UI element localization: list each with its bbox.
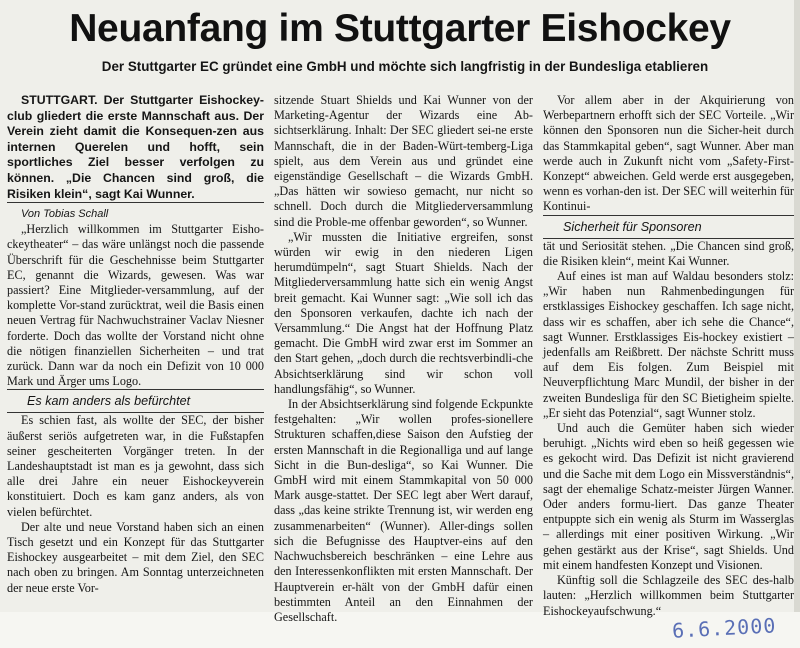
article-subheadline: Der Stuttgarter EC gründet eine GmbH und möchte sich langfristig in der Bundesliga etablieren	[101, 59, 709, 74]
paragraph: Auf eines ist man auf Waldau besonders stolz: „Wir haben nun Rahmenbedingungen für erstklassiges Eishockey geschaffen. Ich sage nicht, dass wir es schaffen, aber ich sehe die Chance“, sagt Wunner. Erstklassiges Eis-hockey existiert – jedenfalls am Reißbrett. Der nächste Schritt muss auf dem Eis folgen. Zum Beispiel mit Neuverpflichtung Marc Mundil, der bisher in der zweiten Bundesliga für den SC Bietigheim spielte. „Er sieht das Potenzial“, sagt Wunner stolz.	[543, 269, 794, 420]
paragraph: „Wir mussten die Initiative ergreifen, sonst würden wir ewig in den niederen Ligen herumdümpeln“, sagt Stuart Shields. Nach der Mitgliederversammlung hatte sich ein wenig Angst breit gemacht. Kai Wunner sagt: „Wie soll ich das den Sponsoren verkaufen, dachte ich nach der Versammlung.“ Die Angst hat der Hoffnung Platz gemacht. Die GmbH wird zwar erst im Sommer an den Start gehen, „doch durch die rechtsverbindli-che Absichtserklärung sind wir schon voll handlungsfähig“, so Wunner.	[274, 229, 533, 396]
column-1	[7, 93, 264, 602]
paragraph: In der Absichtserklärung sind folgende Eckpunkte festgehalten: „Wir wollen profes-sionellere Strukturen schaffen,diese Saison den Aufstieg der ersten Mannschaft in die Regionalliga und auf lange Sicht in die Bun-desliga“, so Kai Wunner. Die GmbH wird mit einem Stammkapital von 50 000 Mark ausge-stattet. Der SEC legt aber Wert darauf, dass „das keine strikte Trennung ist, wir werden eng zusammenarbeiten“ (Wunner). Aller-dings sollen sich die Befugnisse des Hauptver-eins auf den Nachwuchsbereich beschränken – eine Lehre aus den Interessenkonflikten mit ersten Mannschaft. Der Hauptverein er-hält von der GmbH dafür einen bestimmten Anteil an den Einnahmen der Gesellschaft.	[274, 397, 533, 624]
article-headline: Neuanfang im Stuttgarter Eishockey	[69, 7, 731, 50]
section-subtitle: Sicherheit für Sponsoren	[543, 215, 794, 239]
column-2	[274, 93, 533, 624]
section-subtitle: Es kam anders als befürchtet	[7, 389, 264, 413]
paragraph: tät und Seriosität stehen. „Die Chancen sind groß, die Risiken klein“, meint Kai Wunner.	[543, 238, 794, 268]
paragraph: Es schien fast, als wollte der SEC, der bisher äußerst seriös aufgetreten war, in die Fußstapfen seiner gescheiterten Vorgänger treten. In der Landeshauptstadt ist man es ja gewohnt, dass sich alle drei Jahre ein neuer Eishockeyverein konstituiert. Doch es kam ganz anders, als von vielen befürchtet.	[7, 413, 264, 519]
paragraph: Vor allem aber in der Akquirierung von Werbepartnern erhofft sich der SEC Vorteile. „Wir können den Sponsoren nun die Sicher-heit durch das Stammkapital geben“, sagt Wunner. Aber man werde auch in Zukunft nicht vom „Safety-First-Konzept“ abweichen. Geld werde erst ausgegeben, wenn es vorhan-den ist. Der SEC will weiterhin für Kontinui-	[543, 93, 794, 214]
byline: Von Tobias Schall	[7, 202, 264, 222]
column-3	[543, 93, 794, 618]
paragraph: sitzende Stuart Shields und Kai Wunner von der Marketing-Agentur der Wizards eine Ab-sichtserklärung. Inhalt: Der SEC gliedert sei-ne erste Mannschaft, die in der Baden-Würt-temberg-Liga spielt, aus dem Verein aus und gründet eine eigenständige Gesellschaft – die Wizards GmbH. „Das hätten wir sowieso gemacht, nur nicht so schnell. Doch durch die Mitgliederversammlung sind die Proble-me offenbar geworden“, so Wunner.	[274, 93, 533, 229]
paragraph: „Herzlich willkommen im Stuttgarter Eisho-ckeytheater“ – das wäre unlängst noch die passende Überschrift für die Geschehnisse beim Stuttgarter EC, genannt die Wizards, gewesen. Was war passiert? Eine Mitglieder-versammlung, auf der komplette Vor-stand zurücktrat, weil die Basis einen neuen Vertrag für Nachwuchstrainer Vaclav Niesner forderte. Doch das wollte der Vorstand nicht ohne die nötigen finanziellen Sicherheiten – und trat zurück. Dann war da noch ein Defizit von 10 000 Mark und Ärger ums Logo.	[7, 222, 264, 389]
handwritten-date: 6.6.2000	[671, 613, 777, 643]
article-lead: STUTTGART. Der Stuttgarter Eishockey-club gliedert die erste Mannschaft aus. Der Verein zieht damit die Konsequen-zen aus internen Querelen und hofft, sein sportliches Ziel besser verfolgen zu können. „Die Chancen sind groß, die Risiken klein“, sagt Kai Wunner.	[7, 93, 264, 201]
paragraph: Und auch die Gemüter haben sich wieder beruhigt. „Nichts wird eben so heiß gegessen wie es gekocht wird. Das Defizit ist nicht gravierend und die Sache mit dem Logo ein Missverständnis“, sagt der ehemalige Schatz-meister Jürgen Wanner. Oder anders formu-liert. Das ganze Theater entpuppte sich ein wenig als Sturm im Wasserglas – allerdings mit einer positiven Wirkung. „Wir gehen gestärkt aus der Krise“, sagt Shields. Und mit einem handfesten Konzept und Visionen.	[543, 421, 794, 572]
paragraph: Der alte und neue Vorstand haben sich an einen Tisch gesetzt und ein Konzept für das Stuttgarter Eishockey ausgearbeitet – mit dem Ziel, den SEC nach oben zu bringen. Am Sonntag unterzeichneten der neue erste Vor-	[7, 519, 264, 595]
paragraph: Künftig soll die Schlagzeile des SEC des-halb lauten: „Herzlich willkommen beim Stuttgarter Eishockeyaufschwung.“	[543, 573, 794, 618]
